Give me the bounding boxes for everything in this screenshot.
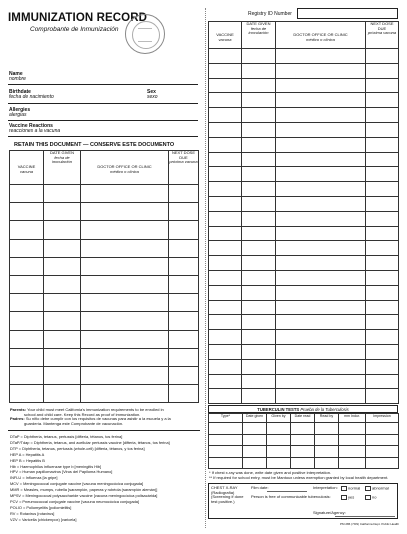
right-vaccine-cell[interactable] — [242, 241, 276, 256]
left-vaccine-cell[interactable] — [10, 330, 44, 348]
left-vaccine-cell[interactable] — [169, 221, 199, 239]
left-vaccine-cell[interactable] — [10, 312, 44, 330]
right-vaccine-row — [209, 49, 399, 64]
chest-xray-box — [208, 483, 398, 519]
right-vaccine-cell[interactable] — [366, 389, 399, 404]
left-vaccine-cell[interactable] — [169, 330, 199, 348]
right-vaccine-row — [209, 93, 399, 108]
right-vaccine-cell[interactable] — [276, 374, 366, 389]
right-vaccine-row — [209, 108, 399, 123]
left-vaccine-row — [10, 366, 199, 384]
right-vaccine-row — [209, 226, 399, 241]
name-label: Name nombre — [9, 71, 26, 83]
right-vaccine-cell[interactable] — [242, 285, 276, 300]
left-vaccine-cell[interactable] — [10, 221, 44, 239]
right-vaccine-row — [209, 285, 399, 300]
left-vaccine-cell[interactable] — [81, 257, 169, 275]
col-vaccine: VACCINE vacuna — [209, 22, 242, 49]
right-vaccine-cell[interactable] — [209, 270, 242, 285]
right-vaccine-cell[interactable] — [242, 108, 276, 123]
tb-row — [209, 457, 399, 469]
chest-xray-label: CHEST X-RAY — [211, 485, 238, 490]
left-vaccine-cell[interactable] — [44, 221, 81, 239]
left-vaccine-table — [9, 150, 199, 403]
right-vaccine-cell[interactable] — [366, 285, 399, 300]
interpretation-label: Interpretation: — [313, 485, 338, 490]
left-vaccine-cell[interactable] — [44, 330, 81, 348]
abbreviation-item: DTP = Diphtheria, tetanus, pertussis (whole-cell) [difteria, tétanos, y tos ferina] — [10, 445, 145, 451]
right-vaccine-cell[interactable] — [209, 285, 242, 300]
right-vaccine-cell[interactable] — [209, 241, 242, 256]
left-vaccine-row — [10, 275, 199, 293]
right-vaccine-cell[interactable] — [366, 196, 399, 211]
left-vaccine-row — [10, 348, 199, 366]
left-vaccine-cell[interactable] — [10, 385, 44, 403]
right-vaccine-cell[interactable] — [242, 256, 276, 271]
right-vaccine-cell[interactable] — [276, 300, 366, 315]
right-vaccine-cell[interactable] — [276, 211, 366, 226]
state-seal-icon — [125, 14, 165, 54]
right-vaccine-cell[interactable] — [276, 182, 366, 197]
left-vaccine-cell[interactable] — [10, 275, 44, 293]
right-vaccine-cell[interactable] — [276, 152, 366, 167]
tb-free-label: Person is free of communicable tuberculosis: — [251, 494, 331, 499]
tb-cell[interactable] — [339, 457, 366, 469]
right-vaccine-cell[interactable] — [366, 374, 399, 389]
abbreviation-item: INFLU = Influenza [la gripe] — [10, 475, 58, 481]
right-vaccine-cell[interactable] — [242, 182, 276, 197]
abbreviation-item: Hib = Haemophilus influenzae type b [meningitis Hib] — [10, 463, 102, 469]
birthdate-label: Birthdate fecha de nacimiento — [9, 89, 54, 101]
right-vaccine-cell[interactable] — [366, 78, 399, 93]
right-vaccine-cell[interactable] — [276, 122, 366, 137]
signature-label: Signature/Agency: — [313, 510, 346, 515]
right-vaccine-cell[interactable] — [366, 300, 399, 315]
abbreviation-item: HPV = Human papillomavirus [Virus del Papiloma Humano] — [10, 469, 113, 475]
right-vaccine-row — [209, 389, 399, 404]
tuberculin-table — [208, 413, 399, 469]
right-vaccine-cell[interactable] — [276, 256, 366, 271]
right-vaccine-cell[interactable] — [209, 344, 242, 359]
right-vaccine-cell[interactable] — [242, 270, 276, 285]
left-vaccine-cell[interactable] — [10, 366, 44, 384]
tb-cell[interactable] — [366, 423, 399, 435]
tb-cell[interactable] — [291, 457, 315, 469]
col-vaccine: VACCINE vacuna — [10, 151, 44, 185]
left-vaccine-cell[interactable] — [10, 257, 44, 275]
right-vaccine-row — [209, 315, 399, 330]
left-vaccine-cell[interactable] — [169, 366, 199, 384]
tb-cell[interactable] — [267, 457, 291, 469]
col-doctor: DOCTOR OFFICE OR CLINIC médico o clínica — [81, 151, 169, 185]
right-vaccine-cell[interactable] — [366, 49, 399, 64]
right-vaccine-cell[interactable] — [242, 167, 276, 182]
tb-notes: * If chest x-ray was done, write date given and positive interpretation. ** If required for school entry, must be Mantoux unless exemption granted by local health department. — [209, 470, 389, 480]
tb-cell[interactable] — [366, 457, 399, 469]
left-vaccine-row — [10, 239, 199, 257]
tb-cell[interactable] — [315, 434, 339, 446]
right-vaccine-cell[interactable] — [209, 93, 242, 108]
left-vaccine-cell[interactable] — [44, 385, 81, 403]
abbreviation-item: DTaP = Diphtheria, tetanus, pertussis [difteria, tétanos, tos ferina] — [10, 434, 123, 439]
right-vaccine-cell[interactable] — [209, 108, 242, 123]
tb-col-header: mm Indur. — [339, 414, 366, 423]
tb-cell[interactable] — [267, 446, 291, 458]
left-vaccine-cell[interactable] — [81, 185, 169, 203]
abbreviation-item: DTaP/Tdap = Diphtheria, tetanus, and acellular pertussis vaccine [difteria, tétanos, tos ferina] — [10, 439, 170, 445]
tb-cell[interactable] — [243, 446, 267, 458]
left-vaccine-cell[interactable] — [10, 185, 44, 203]
tb-cell[interactable] — [209, 446, 243, 458]
right-vaccine-cell[interactable] — [366, 108, 399, 123]
left-vaccine-cell[interactable] — [169, 185, 199, 203]
right-vaccine-cell[interactable] — [366, 344, 399, 359]
right-vaccine-cell[interactable] — [242, 122, 276, 137]
left-vaccine-cell[interactable] — [10, 294, 44, 312]
right-vaccine-cell[interactable] — [276, 359, 366, 374]
right-vaccine-cell[interactable] — [209, 137, 242, 152]
left-vaccine-cell[interactable] — [169, 239, 199, 257]
right-vaccine-cell[interactable] — [366, 63, 399, 78]
right-vaccine-cell[interactable] — [276, 315, 366, 330]
right-vaccine-cell[interactable] — [366, 211, 399, 226]
tb-cell[interactable] — [315, 457, 339, 469]
right-vaccine-cell[interactable] — [242, 49, 276, 64]
right-vaccine-cell[interactable] — [366, 270, 399, 285]
left-vaccine-cell[interactable] — [169, 203, 199, 221]
right-vaccine-cell[interactable] — [209, 315, 242, 330]
left-vaccine-cell[interactable] — [81, 312, 169, 330]
left-vaccine-cell[interactable] — [169, 385, 199, 403]
retain-notice: RETAIN THIS DOCUMENT — CONSERVE ESTE DOCUMENTO — [14, 142, 175, 148]
no-checkbox[interactable]: no — [365, 495, 376, 500]
tb-cell[interactable] — [243, 457, 267, 469]
right-vaccine-cell[interactable] — [242, 137, 276, 152]
right-vaccine-cell[interactable] — [366, 93, 399, 108]
col-date-given: DATE GIVEN fecha de inoculación — [242, 22, 276, 49]
left-vaccine-row — [10, 312, 199, 330]
right-vaccine-cell[interactable] — [276, 330, 366, 345]
left-vaccine-cell[interactable] — [81, 221, 169, 239]
tb-cell[interactable] — [315, 423, 339, 435]
registry-id-field[interactable] — [297, 8, 398, 19]
left-vaccine-cell[interactable] — [44, 257, 81, 275]
left-vaccine-cell[interactable] — [44, 294, 81, 312]
right-vaccine-cell[interactable] — [209, 256, 242, 271]
tb-col-header: Date given — [243, 414, 267, 423]
right-vaccine-cell[interactable] — [242, 196, 276, 211]
right-vaccine-cell[interactable] — [209, 78, 242, 93]
right-vaccine-cell[interactable] — [276, 108, 366, 123]
abbreviation-list — [10, 434, 202, 523]
right-vaccine-row — [209, 196, 399, 211]
right-vaccine-cell[interactable] — [366, 330, 399, 345]
abbreviation-item: POLIO = Poliomyelitis [poliomielitis] — [10, 504, 72, 510]
left-vaccine-cell[interactable] — [44, 185, 81, 203]
right-vaccine-cell[interactable] — [276, 344, 366, 359]
right-vaccine-cell[interactable] — [242, 78, 276, 93]
left-vaccine-row — [10, 330, 199, 348]
tb-cell[interactable] — [243, 434, 267, 446]
col-next-dose: NEXT DOSE DUE próxima vacuna — [169, 151, 199, 185]
tb-cell[interactable] — [209, 423, 243, 435]
right-vaccine-cell[interactable] — [209, 122, 242, 137]
tb-cell[interactable] — [339, 446, 366, 458]
right-vaccine-cell[interactable] — [209, 196, 242, 211]
tb-cell[interactable] — [366, 434, 399, 446]
left-vaccine-cell[interactable] — [10, 348, 44, 366]
right-vaccine-cell[interactable] — [242, 315, 276, 330]
right-vaccine-cell[interactable] — [276, 78, 366, 93]
right-vaccine-cell[interactable] — [366, 122, 399, 137]
left-vaccine-cell[interactable] — [81, 239, 169, 257]
tb-cell[interactable] — [291, 446, 315, 458]
chest-xray-label: test positive.) — [211, 498, 235, 504]
right-vaccine-cell[interactable] — [209, 374, 242, 389]
tb-row — [209, 434, 399, 446]
left-vaccine-cell[interactable] — [81, 385, 169, 403]
abbreviation-item: RV = Rotavirus [rotavirus] — [10, 510, 55, 516]
tb-cell[interactable] — [366, 446, 399, 458]
abbreviation-item: HEP A = Hepatitis A — [10, 451, 45, 457]
right-vaccine-row — [209, 300, 399, 315]
right-vaccine-cell[interactable] — [209, 330, 242, 345]
left-vaccine-cell[interactable] — [44, 312, 81, 330]
tb-col-header: Type* — [209, 414, 243, 423]
right-vaccine-cell[interactable] — [276, 49, 366, 64]
registry-id-label: Registry ID Number — [248, 11, 292, 17]
tb-row — [209, 446, 399, 458]
tb-cell[interactable] — [291, 423, 315, 435]
right-vaccine-cell[interactable] — [366, 167, 399, 182]
right-vaccine-cell[interactable] — [366, 256, 399, 271]
right-vaccine-cell[interactable] — [209, 211, 242, 226]
left-vaccine-row — [10, 385, 199, 403]
vaccine-reactions-label: Vaccine Reactions reacciones a la vacuna — [9, 123, 61, 135]
right-vaccine-cell[interactable] — [366, 137, 399, 152]
record-title: IMMUNIZATION RECORD — [8, 12, 148, 24]
tb-col-header: Impression — [366, 414, 399, 423]
right-vaccine-cell[interactable] — [209, 359, 242, 374]
right-vaccine-row — [209, 122, 399, 137]
left-vaccine-row — [10, 185, 199, 203]
left-vaccine-cell[interactable] — [169, 312, 199, 330]
right-vaccine-row — [209, 182, 399, 197]
right-vaccine-cell[interactable] — [366, 182, 399, 197]
right-vaccine-row — [209, 241, 399, 256]
tb-cell[interactable] — [267, 434, 291, 446]
left-vaccine-cell[interactable] — [169, 275, 199, 293]
tb-col-header: Date read — [291, 414, 315, 423]
right-vaccine-cell[interactable] — [276, 270, 366, 285]
left-vaccine-cell[interactable] — [10, 239, 44, 257]
right-vaccine-cell[interactable] — [276, 93, 366, 108]
right-vaccine-cell[interactable] — [242, 389, 276, 404]
left-vaccine-cell[interactable] — [44, 239, 81, 257]
right-vaccine-cell[interactable] — [242, 63, 276, 78]
right-vaccine-cell[interactable] — [276, 63, 366, 78]
right-vaccine-cell[interactable] — [209, 167, 242, 182]
abbreviation-item: MCV = Meningococcal conjugate vaccine [vacuna meningocócica conjugada] — [10, 481, 144, 487]
chest-xray-label: (Screening if done — [211, 494, 244, 500]
right-vaccine-cell[interactable] — [366, 241, 399, 256]
film-date-label: Film date: — [251, 485, 269, 490]
right-vaccine-cell[interactable] — [242, 344, 276, 359]
yes-checkbox[interactable]: yes — [341, 495, 354, 500]
right-vaccine-cell[interactable] — [242, 226, 276, 241]
left-vaccine-row — [10, 294, 199, 312]
normal-checkbox[interactable]: normal — [341, 486, 360, 491]
right-vaccine-cell[interactable] — [366, 315, 399, 330]
left-vaccine-cell[interactable] — [169, 348, 199, 366]
abbreviation-item: MPSV = Meningococcal polysaccharide vaccine [vacuna meningocócica polisacárida] — [10, 493, 158, 499]
right-vaccine-row — [209, 63, 399, 78]
left-vaccine-cell[interactable] — [81, 330, 169, 348]
left-vaccine-cell[interactable] — [169, 294, 199, 312]
form-footer: PM 286 (7/09) California Dept. Public Health — [340, 522, 400, 526]
left-vaccine-row — [10, 221, 199, 239]
right-vaccine-row — [209, 344, 399, 359]
allergies-label: Allergies alergias — [9, 107, 31, 119]
right-vaccine-row — [209, 374, 399, 389]
right-vaccine-cell[interactable] — [276, 196, 366, 211]
left-vaccine-cell[interactable] — [44, 275, 81, 293]
chest-xray-label: (Radiografía) — [211, 489, 235, 495]
tb-row — [209, 423, 399, 435]
left-vaccine-cell[interactable] — [44, 348, 81, 366]
abbreviation-item: PCV = Pneumococcal conjugate vaccine [vacuna neumocócica conjugada] — [10, 498, 140, 504]
tb-col-header: Read by — [315, 414, 339, 423]
abbreviation-item: MMR = Measles, mumps, rubella [sarampión, paperas y rubéola (sarampión alemán)] — [10, 487, 158, 493]
right-vaccine-row — [209, 152, 399, 167]
right-vaccine-cell[interactable] — [242, 93, 276, 108]
abnormal-checkbox[interactable]: abnormal — [365, 486, 389, 491]
col-date-given: DATE GIVEN fecha de inoculación — [44, 151, 81, 185]
right-vaccine-row — [209, 78, 399, 93]
right-vaccine-row — [209, 330, 399, 345]
right-vaccine-cell[interactable] — [276, 226, 366, 241]
right-vaccine-row — [209, 137, 399, 152]
right-vaccine-cell[interactable] — [242, 374, 276, 389]
right-vaccine-cell[interactable] — [209, 152, 242, 167]
right-vaccine-cell[interactable] — [366, 359, 399, 374]
tb-col-header: Given by — [267, 414, 291, 423]
left-vaccine-cell[interactable] — [81, 366, 169, 384]
left-vaccine-cell[interactable] — [81, 275, 169, 293]
abbreviation-item: HEP B = Hepatitis B — [10, 457, 45, 463]
right-vaccine-cell[interactable] — [209, 49, 242, 64]
right-vaccine-cell[interactable] — [242, 300, 276, 315]
right-vaccine-row — [209, 256, 399, 271]
record-subtitle: Comprobante de Inmunización — [30, 26, 119, 33]
left-vaccine-row — [10, 257, 199, 275]
right-vaccine-row — [209, 270, 399, 285]
right-vaccine-cell[interactable] — [276, 285, 366, 300]
right-vaccine-table — [208, 21, 399, 404]
right-vaccine-cell[interactable] — [276, 389, 366, 404]
left-vaccine-cell[interactable] — [81, 348, 169, 366]
right-vaccine-cell[interactable] — [276, 241, 366, 256]
left-vaccine-row — [10, 203, 199, 221]
sex-label: Sex sexo — [147, 89, 158, 101]
right-vaccine-row — [209, 359, 399, 374]
right-vaccine-cell[interactable] — [242, 211, 276, 226]
tb-cell[interactable] — [339, 434, 366, 446]
abbreviation-item: VZV = Varicella (chickenpox) [varicela] — [10, 516, 77, 522]
right-vaccine-cell[interactable] — [209, 182, 242, 197]
col-next-dose: NEXT DOSE DUE próxima vacuna — [366, 22, 399, 49]
right-vaccine-cell[interactable] — [242, 152, 276, 167]
left-vaccine-cell[interactable] — [10, 203, 44, 221]
tb-cell[interactable] — [339, 423, 366, 435]
right-vaccine-cell[interactable] — [242, 330, 276, 345]
tb-cell[interactable] — [209, 457, 243, 469]
col-doctor: DOCTOR OFFICE OR CLINIC médico o clínica — [276, 22, 366, 49]
left-vaccine-cell[interactable] — [81, 203, 169, 221]
right-vaccine-cell[interactable] — [366, 226, 399, 241]
left-vaccine-cell[interactable] — [81, 294, 169, 312]
tb-cell[interactable] — [291, 434, 315, 446]
tb-cell[interactable] — [315, 446, 339, 458]
right-vaccine-cell[interactable] — [276, 137, 366, 152]
right-vaccine-row — [209, 167, 399, 182]
tb-cell[interactable] — [243, 423, 267, 435]
right-vaccine-cell[interactable] — [242, 359, 276, 374]
right-vaccine-cell[interactable] — [276, 167, 366, 182]
right-vaccine-row — [209, 211, 399, 226]
parents-note: Parents: Your child must meet California's immunization requirements to be enrolled in school and child care. Keep this Record as proof of immunization. Padres: Su niño debe cumplir con los requisitos de vacunas para asistir a la escuela y a la guardería. Mantenga este Comprobante de vacunación. — [10, 407, 171, 426]
left-vaccine-cell[interactable] — [44, 366, 81, 384]
right-vaccine-cell[interactable] — [209, 389, 242, 404]
right-vaccine-cell[interactable] — [209, 226, 242, 241]
right-vaccine-cell[interactable] — [209, 300, 242, 315]
left-vaccine-cell[interactable] — [169, 257, 199, 275]
tb-cell[interactable] — [267, 423, 291, 435]
right-vaccine-cell[interactable] — [366, 152, 399, 167]
right-vaccine-cell[interactable] — [209, 63, 242, 78]
left-vaccine-cell[interactable] — [44, 203, 81, 221]
tb-cell[interactable] — [209, 434, 243, 446]
tb-title-bar: TUBERCULIN TESTS Prueba de la Tuberculosis — [208, 405, 398, 413]
